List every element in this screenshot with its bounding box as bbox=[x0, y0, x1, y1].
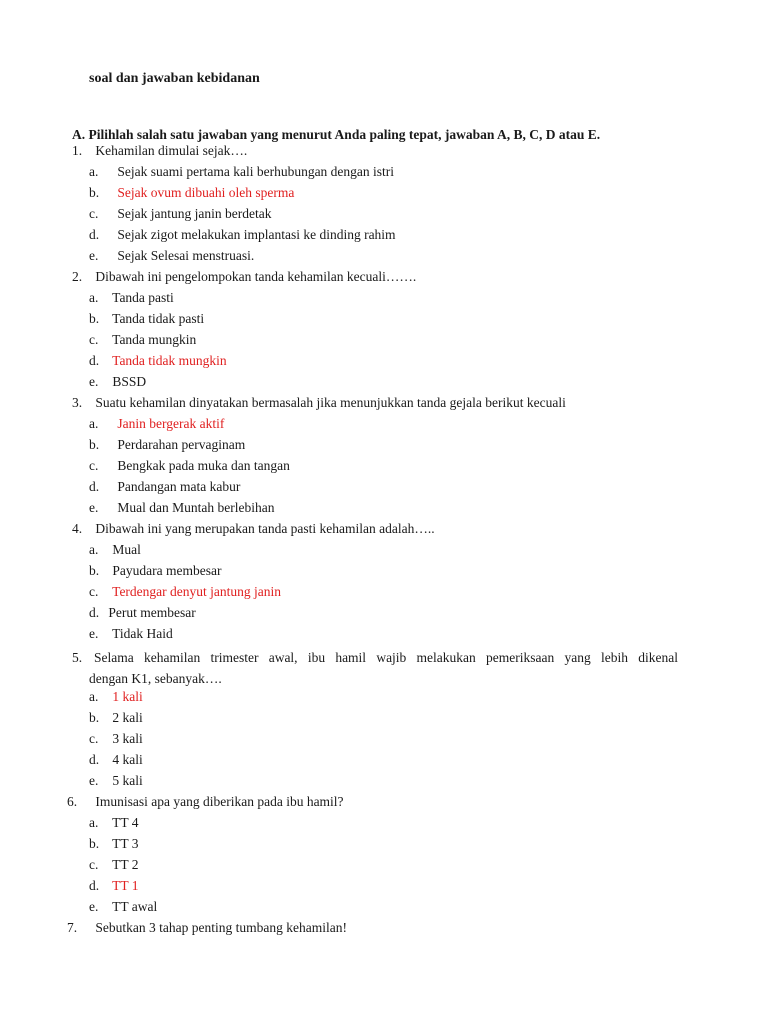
option-text: 4 kali bbox=[112, 752, 143, 767]
option-2c bbox=[89, 332, 196, 348]
question-number: 4. bbox=[72, 521, 83, 536]
option-text: Tanda pasti bbox=[112, 290, 174, 305]
question-number: 6. bbox=[67, 794, 78, 809]
question-6 bbox=[67, 794, 344, 810]
option-letter: d. bbox=[89, 227, 100, 242]
option-text: BSSD bbox=[112, 374, 147, 389]
option-letter: c. bbox=[89, 206, 99, 221]
option-5c bbox=[89, 731, 143, 747]
option-letter: b. bbox=[89, 836, 100, 851]
option-4d bbox=[89, 605, 196, 621]
option-text: Payudara membesar bbox=[112, 563, 222, 578]
option-6c bbox=[89, 857, 139, 873]
option-3c bbox=[89, 458, 290, 474]
option-letter: a. bbox=[89, 689, 99, 704]
correct-answer-text: TT 1 bbox=[112, 878, 139, 893]
option-text: TT 4 bbox=[112, 815, 139, 830]
question-number: 3. bbox=[72, 395, 83, 410]
option-3d bbox=[89, 479, 240, 495]
option-letter: c. bbox=[89, 731, 99, 746]
option-text: 3 kali bbox=[112, 731, 143, 746]
option-letter: a. bbox=[89, 416, 99, 431]
option-letter: d. bbox=[89, 479, 100, 494]
option-letter: b. bbox=[89, 437, 100, 452]
option-letter: b. bbox=[89, 563, 100, 578]
option-5a bbox=[89, 689, 143, 705]
option-letter: e. bbox=[89, 500, 99, 515]
option-letter: a. bbox=[89, 542, 99, 557]
option-letter: e. bbox=[89, 899, 99, 914]
option-text: 5 kali bbox=[112, 773, 143, 788]
question-number: 7. bbox=[67, 920, 78, 935]
option-2b bbox=[89, 311, 204, 327]
question-text: Kehamilan dimulai sejak…. bbox=[95, 143, 248, 158]
option-letter: d. bbox=[89, 878, 100, 893]
question-text: Dibawah ini yang merupakan tanda pasti kehamilan adalah….. bbox=[95, 521, 435, 536]
option-letter: a. bbox=[89, 164, 99, 179]
option-letter: b. bbox=[89, 185, 100, 200]
option-text: TT 2 bbox=[112, 857, 139, 872]
option-6e bbox=[89, 899, 157, 915]
option-2e bbox=[89, 374, 146, 390]
option-letter: e. bbox=[89, 248, 99, 263]
option-text: Mual dan Muntah berlebihan bbox=[117, 500, 275, 515]
option-letter: a. bbox=[89, 290, 99, 305]
option-letter: c. bbox=[89, 584, 99, 599]
question-7 bbox=[67, 920, 347, 936]
option-text: TT awal bbox=[112, 899, 158, 914]
option-text: Perdarahan pervaginam bbox=[117, 437, 246, 452]
question-number: 2. bbox=[72, 269, 83, 284]
option-text: TT 3 bbox=[112, 836, 139, 851]
question-text: Sebutkan 3 tahap penting tumbang kehamilan! bbox=[95, 920, 347, 935]
option-2a bbox=[89, 290, 174, 306]
instruction-text: A. Pilihlah salah satu jawaban yang menurut Anda paling tepat, jawaban A, B, C, D atau E. bbox=[72, 127, 601, 142]
option-1d bbox=[89, 227, 396, 243]
option-letter: e. bbox=[89, 773, 99, 788]
option-5b bbox=[89, 710, 143, 726]
option-letter: d. bbox=[89, 752, 100, 767]
option-5d bbox=[89, 752, 143, 768]
question-5 bbox=[72, 647, 678, 689]
option-1b bbox=[89, 185, 294, 201]
option-text: Bengkak pada muka dan tangan bbox=[117, 458, 290, 473]
option-text: Sejak zigot melakukan implantasi ke dinding rahim bbox=[117, 227, 396, 242]
question-text-line-2: dengan K1, sebanyak…. bbox=[89, 671, 222, 686]
option-2d bbox=[89, 353, 227, 369]
option-6d bbox=[89, 878, 139, 894]
question-number: 1. bbox=[72, 143, 83, 158]
option-text: Tanda mungkin bbox=[112, 332, 197, 347]
option-letter: b. bbox=[89, 311, 100, 326]
option-text: Tanda tidak pasti bbox=[112, 311, 205, 326]
correct-answer-text: Janin bergerak aktif bbox=[117, 416, 225, 431]
option-5e bbox=[89, 773, 143, 789]
correct-answer-text: Tanda tidak mungkin bbox=[112, 353, 227, 368]
correct-answer-text: Terdengar denyut jantung janin bbox=[112, 584, 282, 599]
question-number: 5. bbox=[72, 650, 83, 665]
question-2 bbox=[72, 269, 416, 285]
document-title: soal dan jawaban kebidanan bbox=[89, 71, 260, 86]
option-text: Sejak jantung janin berdetak bbox=[117, 206, 272, 221]
option-3e bbox=[89, 500, 274, 516]
option-4e bbox=[89, 626, 173, 642]
correct-answer-text: Sejak ovum dibuahi oleh sperma bbox=[117, 185, 295, 200]
correct-answer-text: 1 kali bbox=[112, 689, 143, 704]
question-3 bbox=[72, 395, 566, 411]
question-4 bbox=[72, 521, 435, 537]
option-4a bbox=[89, 542, 141, 558]
option-4c bbox=[89, 584, 281, 600]
option-6b bbox=[89, 836, 139, 852]
option-6a bbox=[89, 815, 139, 831]
option-letter: d. bbox=[89, 605, 100, 620]
option-letter: e. bbox=[89, 374, 99, 389]
option-letter: a. bbox=[89, 815, 99, 830]
option-text: Tidak Haid bbox=[112, 626, 173, 641]
option-letter: b. bbox=[89, 710, 100, 725]
option-text: Sejak Selesai menstruasi. bbox=[117, 248, 255, 263]
option-1c bbox=[89, 206, 271, 222]
option-letter: c. bbox=[89, 332, 99, 347]
option-letter: c. bbox=[89, 458, 99, 473]
option-letter: d. bbox=[89, 353, 100, 368]
option-1a bbox=[89, 164, 394, 180]
option-text: Perut membesar bbox=[108, 605, 196, 620]
option-text: Sejak suami pertama kali berhubungan dengan istri bbox=[117, 164, 395, 179]
option-3a bbox=[89, 416, 224, 432]
option-text: Mual bbox=[112, 542, 141, 557]
option-letter: c. bbox=[89, 857, 99, 872]
question-text: Dibawah ini pengelompokan tanda kehamilan kecuali……. bbox=[95, 269, 417, 284]
option-1e bbox=[89, 248, 254, 264]
option-text: Pandangan mata kabur bbox=[117, 479, 241, 494]
question-1 bbox=[72, 143, 247, 159]
question-text-line-1: Selama kehamilan trimester awal, ibu hamil wajib melakukan pemeriksaan yang lebih dikenal bbox=[94, 650, 678, 665]
option-letter: e. bbox=[89, 626, 99, 641]
question-text: Imunisasi apa yang diberikan pada ibu hamil? bbox=[95, 794, 344, 809]
option-3b bbox=[89, 437, 245, 453]
option-text: 2 kali bbox=[112, 710, 143, 725]
question-text: Suatu kehamilan dinyatakan bermasalah jika menunjukkan tanda gejala berikut kecuali bbox=[95, 395, 566, 410]
option-4b bbox=[89, 563, 221, 579]
